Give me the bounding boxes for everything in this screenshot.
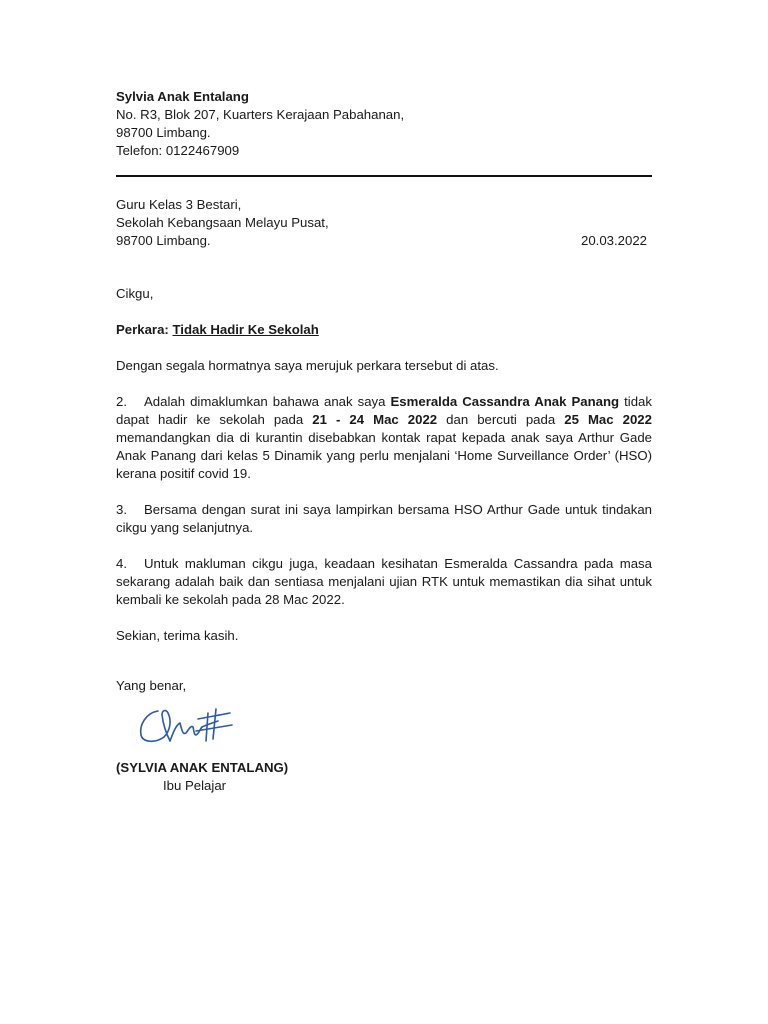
subject-text: Tidak Hadir Ke Sekolah	[172, 322, 319, 337]
paragraph-2-number: 2.	[116, 394, 127, 409]
paragraph-2-text-3: dan bercuti pada	[437, 412, 565, 427]
signatory-name: (SYLVIA ANAK ENTALANG)	[116, 760, 289, 775]
recipient-block	[116, 196, 652, 250]
sender-name: Sylvia Anak Entalang	[116, 89, 249, 104]
paragraph-2-text-2: tidak dapat hadir ke sekolah pada	[116, 394, 652, 427]
paragraph-2	[116, 393, 652, 483]
letter	[116, 88, 652, 795]
subject-label: Perkara:	[116, 322, 169, 337]
paragraph-4	[116, 555, 652, 609]
paragraph-4-text: Untuk makluman cikgu juga, keadaan kesihatan Esmeralda Cassandra pada masa sekarang adalah baik dan sentiasa menjalani ujian RTK untuk memastikan dia sihat untuk kembali ke sekolah pada 28 Mac 2022.	[116, 556, 652, 607]
paragraph-3-number: 3.	[116, 502, 127, 517]
paragraph-3	[116, 501, 652, 537]
paragraph-4-number: 4.	[116, 556, 127, 571]
paragraph-2-text-4: memandangkan dia di kurantin disebabkan kontak rapat kepada anak saya Arthur Gade Anak Panang dari kelas 5 Dinamik yang perlu menjalani ‘Home Surveillance Order’ (HSO) kerana positif covid 19.	[116, 430, 652, 481]
leave-date: 25 Mac 2022	[564, 412, 652, 427]
paragraph-2-text-1: Adalah dimaklumkan bahawa anak saya	[144, 394, 391, 409]
signatory-role: Ibu Pelajar	[163, 778, 227, 793]
closing-line: Sekian, terima kasih.	[116, 628, 239, 643]
absence-dates: 21 - 24 Mac 2022	[312, 412, 438, 427]
salutation: Cikgu,	[116, 286, 154, 301]
signoff: Yang benar,	[116, 678, 187, 693]
sender-phone: Telefon: 0122467909	[116, 143, 240, 158]
paragraph-3-text: Bersama dengan surat ini saya lampirkan bersama HSO Arthur Gade untuk tindakan cikgu yang selanjutnya.	[116, 502, 652, 535]
handwritten-signature	[136, 701, 236, 751]
sender-address-line-1: No. R3, Blok 207, Kuarters Kerajaan Pabahanan,	[116, 107, 405, 122]
child-name: Esmeralda Cassandra Anak Panang	[390, 394, 620, 409]
recipient-line-2: Sekolah Kebangsaan Melayu Pusat,	[116, 215, 329, 230]
subject-line	[116, 321, 652, 339]
recipient-line-1: Guru Kelas 3 Bestari,	[116, 197, 242, 212]
header-divider	[116, 175, 652, 177]
sender-address-line-2: 98700 Limbang.	[116, 125, 211, 140]
opening-paragraph: Dengan segala hormatnya saya merujuk perkara tersebut di atas.	[116, 358, 499, 373]
recipient-line-3: 98700 Limbang.	[116, 233, 211, 248]
letter-date: 20.03.2022	[580, 233, 647, 248]
sender-block	[116, 88, 652, 160]
